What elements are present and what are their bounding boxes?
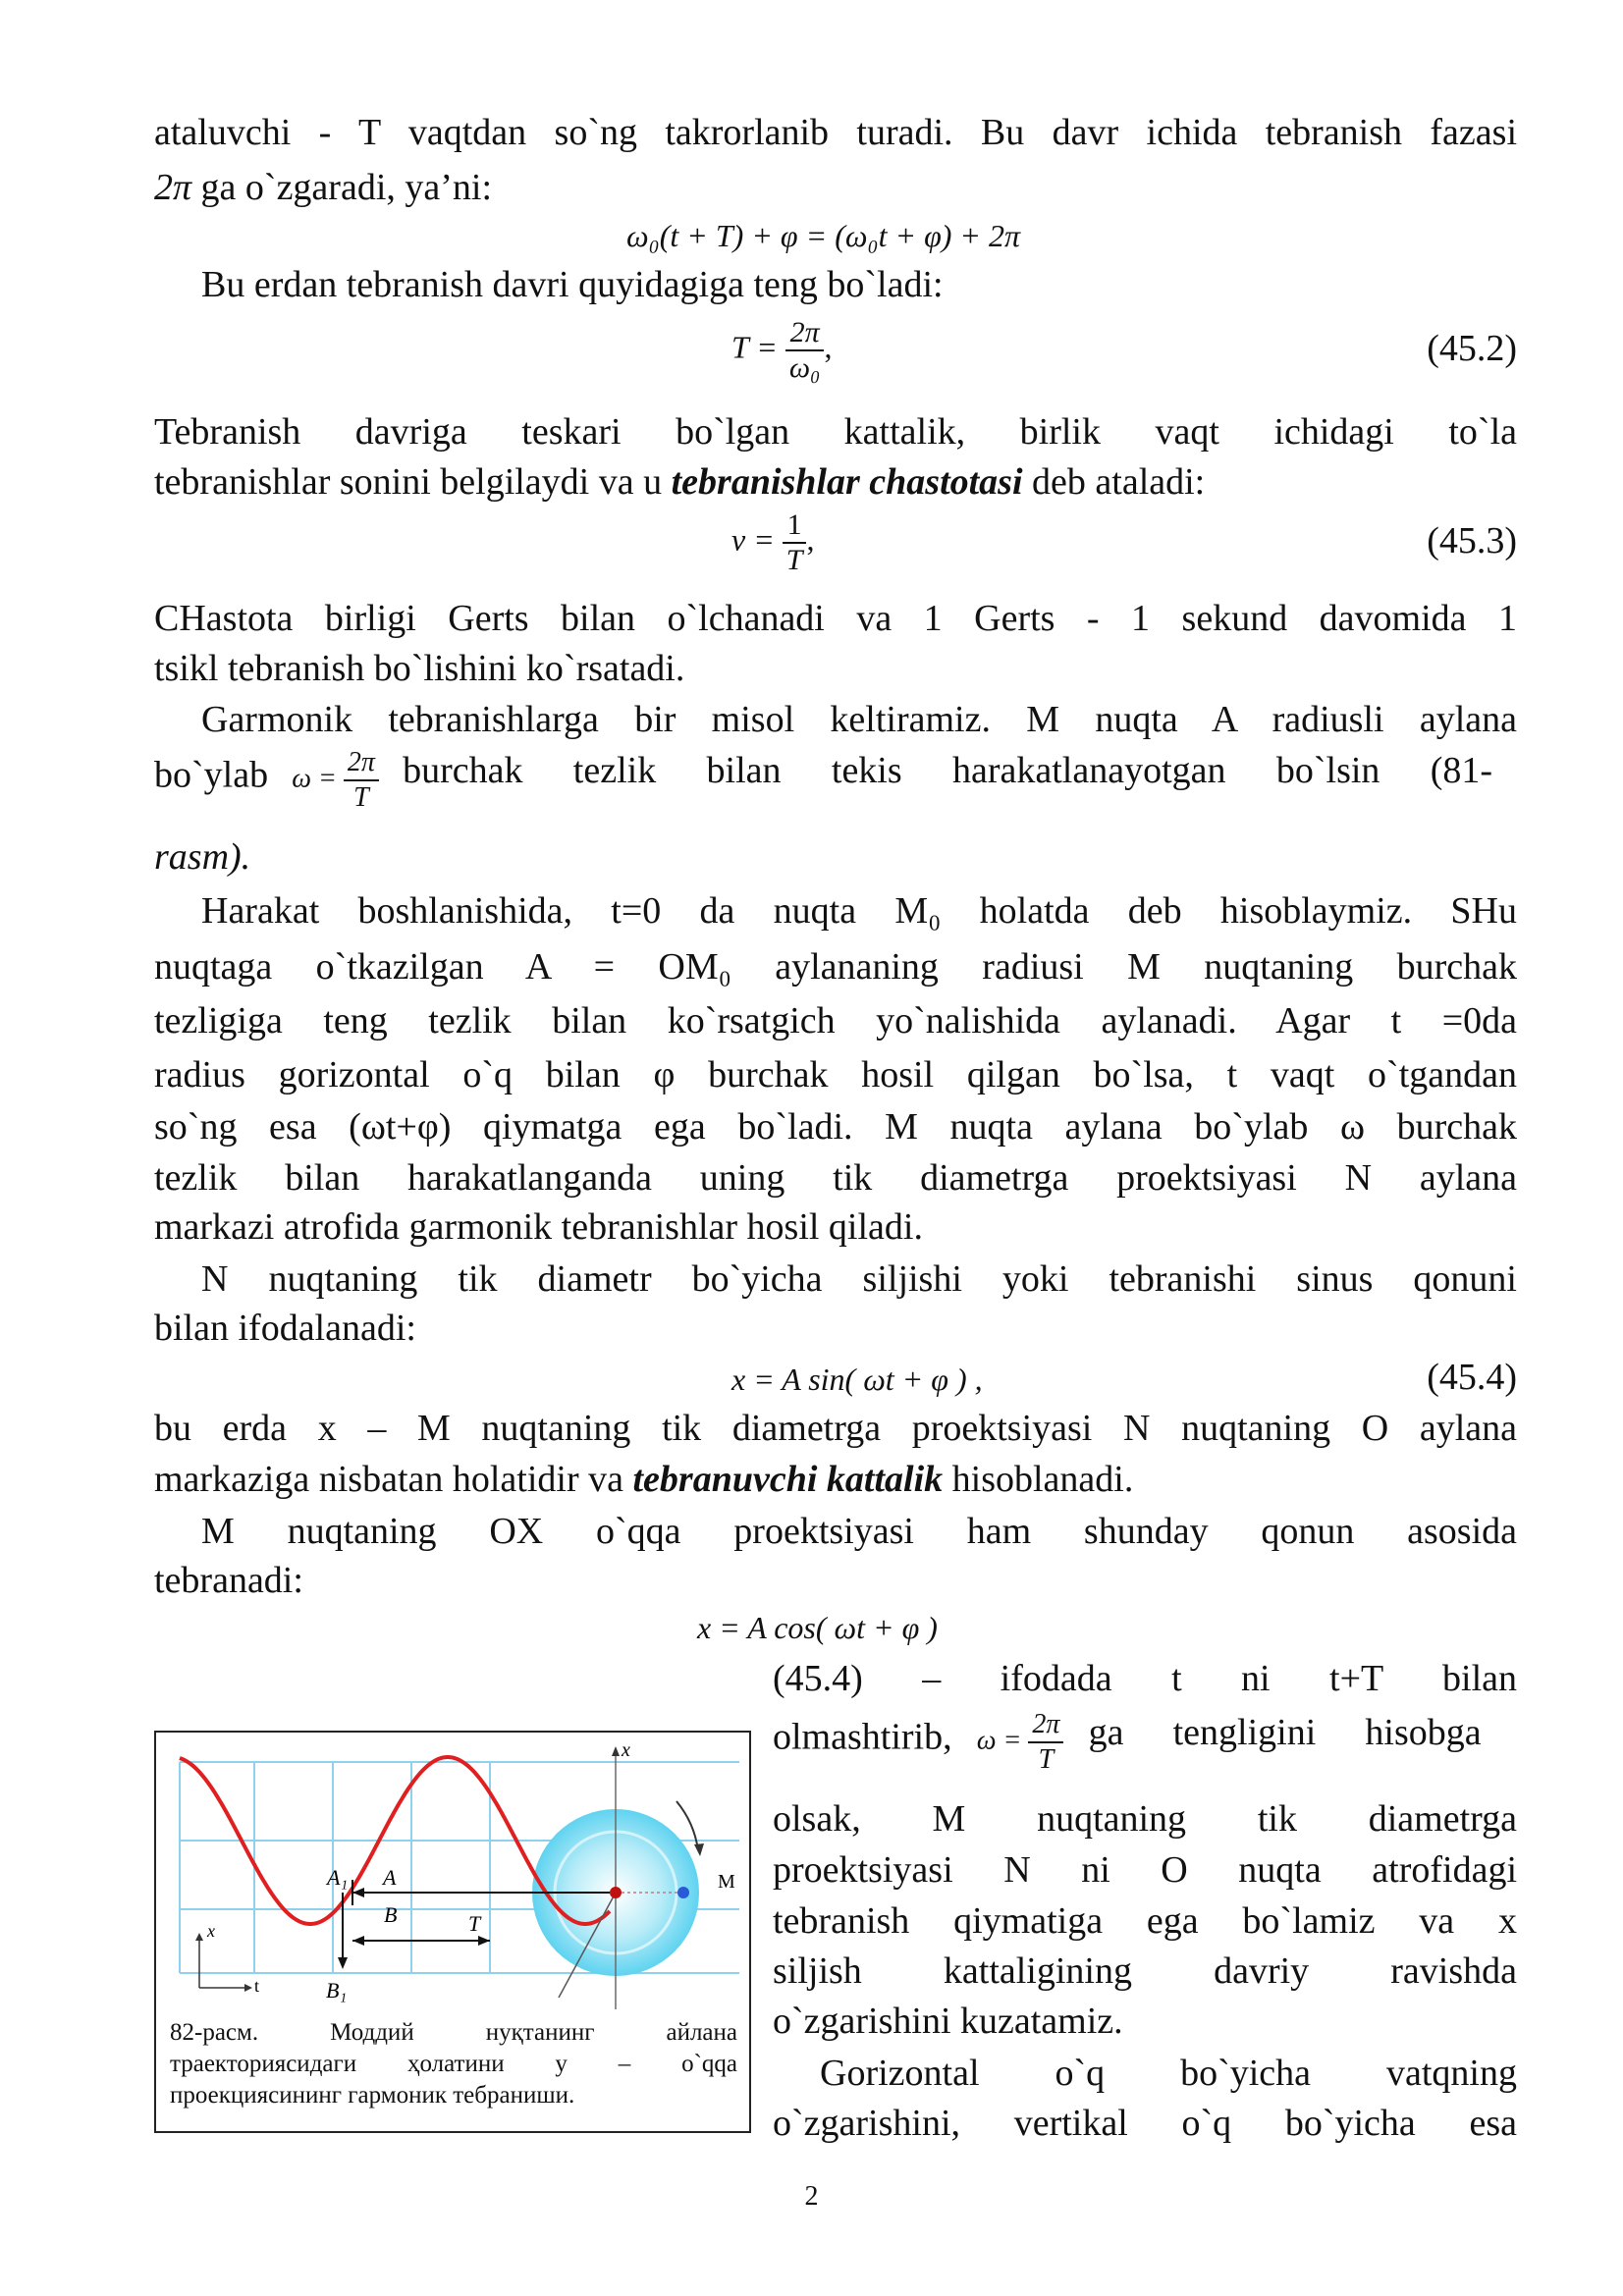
- fraction: [785, 316, 825, 385]
- text-line: tebranish qiymatiga ega bo`lamiz va x: [773, 1900, 1517, 1942]
- text-line: o`zgarishini, vertikal o`q bo`yicha esa: [773, 2103, 1517, 2144]
- text-line: Bu erdan tebranish davri quyidagiga teng bo`ladi:: [201, 264, 944, 305]
- equation-number: (45.3): [1427, 520, 1517, 561]
- caption-line: траекториясидаги ҳолатини у – о`qqa: [170, 2051, 737, 2077]
- text-line: Garmonik tebranishlarga bir misol keltiramiz. M nuqta A radiusli aylana: [201, 699, 1517, 740]
- fraction-denominator: T: [1038, 1744, 1055, 1775]
- figure-82: [154, 1731, 751, 2133]
- text-line: tezlik bilan harakatlanganda uning tik diametrga proektsiyasi N aylana: [154, 1157, 1517, 1199]
- text-line: bilan ifodalanadi:: [154, 1308, 416, 1349]
- text-line: nuqtaga o`tkazilgan A = OM₀ aylananing radiusi M nuqtaning burchak: [154, 946, 1517, 988]
- text-span: markaziga nisbatan holatidir va: [154, 1459, 633, 1500]
- label-period: T: [468, 1911, 481, 1936]
- point-m: [677, 1887, 689, 1898]
- caption-line: 82-расм. Моддий нуқтанинг айлана: [170, 2019, 737, 2046]
- text-line: bu erda x – M nuqtaning tik diametrga proektsiyasi N nuqtaning O aylana: [154, 1408, 1517, 1449]
- label-x-axis: x: [622, 1739, 630, 1761]
- inline-omega-formula: [961, 1708, 1079, 1777]
- label-t: t: [254, 1976, 260, 1996]
- text-line: tebranadi:: [154, 1560, 303, 1601]
- text-span: ga tengligini hisobga: [1088, 1712, 1482, 1753]
- fraction-denominator: T: [785, 544, 803, 576]
- text-line: olsak, M nuqtaning tik diametrga: [773, 1798, 1517, 1840]
- fraction-numerator: 2π: [785, 316, 825, 351]
- text-line: N nuqtaning tik diametr bo`yicha siljishi yoki tebranishi sinus qonuni: [201, 1258, 1517, 1300]
- text-line: tezligiga teng tezlik bilan ko`rsatgich yo`nalishida aylanadi. Agar t =0da: [154, 1000, 1517, 1041]
- label-a1: A₁: [327, 1865, 349, 1890]
- formula-cosine: x = A cos( ωt + φ ): [697, 1610, 938, 1645]
- text-line: siljish kattaligining davriy ravishda: [773, 1950, 1517, 1992]
- text-line: tsikl tebranish bo`lishini ko`rsatadi.: [154, 648, 685, 689]
- text-line: [773, 1708, 1517, 1777]
- text-line: (45.4) – ifodada t ni t+T bilan: [773, 1658, 1517, 1699]
- text-line: Gorizontal o`q bo`yicha vatqning: [820, 2053, 1517, 2094]
- fraction: [1028, 1708, 1063, 1777]
- formula-phase: ω₀(t + T) + φ = (ω₀t + φ) + 2π: [626, 218, 1021, 253]
- formula-sine: x = A sin( ωt + φ ) ,: [731, 1362, 983, 1397]
- label-m: M: [718, 1871, 735, 1893]
- text-span: hisoblanadi.: [943, 1459, 1134, 1500]
- equation-number: (45.4): [1427, 1357, 1517, 1398]
- fraction-denominator: T: [353, 782, 369, 813]
- text-line: markazi atrofida garmonik tebranishlar hosil qiladi.: [154, 1206, 923, 1248]
- figure-caption: [170, 2017, 737, 2111]
- formula-frequency: ν = $\frac{1}{T}$ ,: [731, 508, 815, 576]
- text-span: olmashtirib,: [773, 1716, 952, 1758]
- text-line: Harakat boshlanishida, t=0 da nuqta M₀ holatda deb hisoblaymiz. SHu: [201, 890, 1517, 932]
- label-b: B: [384, 1902, 398, 1927]
- text-span: tebranishlar sonini belgilaydi va u: [154, 461, 672, 503]
- center-point: [610, 1887, 622, 1898]
- label-b1: B₁: [326, 1978, 348, 2002]
- fraction-numerator: 1: [783, 508, 807, 544]
- fraction-numerator: 2π: [344, 746, 379, 781]
- formula-lhs: ν =: [731, 521, 775, 558]
- oscillation-diagram: [156, 1733, 749, 2012]
- text-line: [154, 746, 1517, 815]
- inline-omega-formula: [278, 746, 394, 815]
- fraction: [783, 508, 807, 577]
- formula-period: T = $\frac{2\pi}{\text{ω₀}}$ ,: [731, 316, 833, 384]
- text-line: M nuqtaning OX o`qqa proektsiyasi ham shunday qonun asosida: [201, 1511, 1517, 1552]
- text-line: proektsiyasi N ni O nuqta atrofidagi: [773, 1849, 1517, 1891]
- text-line: radius gorizontal o`q bilan φ burchak hosil qilgan bo`lsa, t vaqt o`tgandan: [154, 1054, 1517, 1095]
- page-number: 2: [804, 2181, 819, 2212]
- text-line: [154, 1455, 1517, 1504]
- text-line: [154, 163, 1517, 212]
- text-line: [154, 457, 1517, 507]
- equation-number: (45.2): [1427, 328, 1517, 369]
- text-line: Tebranish davriga teskari bo`lgan kattalik, birlik vaqt ichidagi to`la: [154, 411, 1517, 453]
- text-line: rasm).: [154, 836, 251, 878]
- text-span: ga o`zgaradi, ya’ni:: [191, 167, 493, 208]
- formula-lhs: ω =: [292, 763, 337, 794]
- label-x-small: x: [207, 1921, 215, 1941]
- formula-lhs: ω =: [976, 1725, 1022, 1756]
- text-span: deb ataladi:: [1022, 461, 1206, 503]
- fraction: [344, 746, 379, 815]
- text-line: o`zgarishini kuzatamiz.: [773, 2001, 1123, 2042]
- term-frequency: tebranishlar chastotasi: [671, 461, 1023, 503]
- fraction-denominator: ω₀: [788, 351, 821, 384]
- text-line: so`ng esa (ωt+φ) qiymatga ega bo`ladi. M nuqta aylana bo`ylab ω burchak: [154, 1106, 1517, 1148]
- caption-line: проекциясининг гармоник тебраниши.: [170, 2082, 575, 2109]
- math-2pi: 2π: [154, 167, 192, 208]
- term-oscillating-quantity: tebranuvchi kattalik: [632, 1459, 944, 1500]
- text-line: CHastota birligi Gerts bilan o`lchanadi va 1 Gerts - 1 sekund davomida 1: [154, 598, 1517, 639]
- text-span: bo`ylab: [154, 754, 269, 796]
- text-span: burchak tezlik bilan tekis harakatlanayotgan bo`lsin (81-: [403, 750, 1493, 791]
- text-line: ataluvchi - T vaqtdan so`ng takrorlanib turadi. Bu davr ichida tebranish fazasi: [154, 112, 1517, 153]
- label-a: A: [383, 1865, 397, 1890]
- fraction-numerator: 2π: [1028, 1708, 1063, 1743]
- formula-lhs: T =: [731, 329, 778, 365]
